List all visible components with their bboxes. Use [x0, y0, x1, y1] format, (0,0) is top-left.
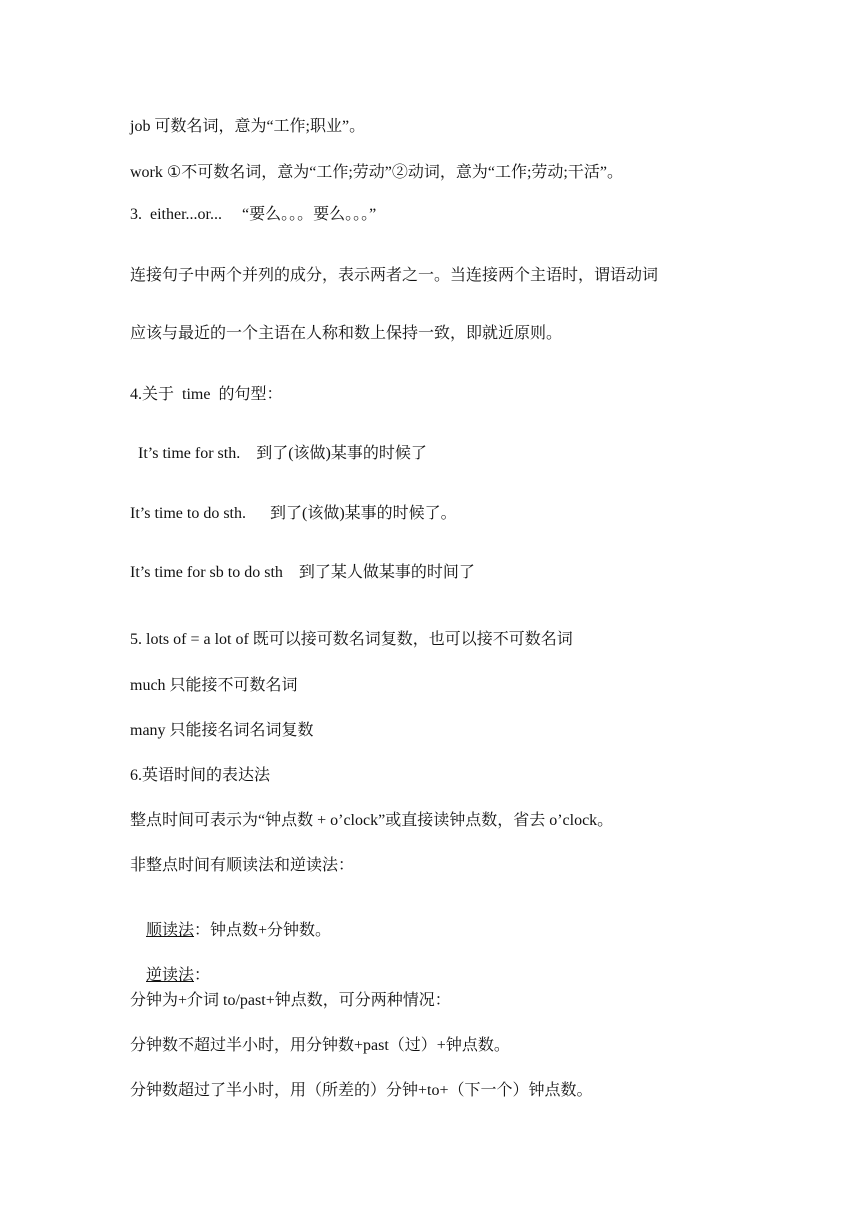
line-minutes-preposition: 分钟为+介词 to/past+钟点数，可分两种情况： [130, 992, 451, 1009]
ni-rest: ： [194, 967, 211, 984]
line-work: work ①不可数名词，意为“工作;劳动”②动词，意为“工作;劳动;干活”。 [130, 164, 623, 181]
line-to-rule: 分钟数超过了半小时，用（所差的）分钟+to+（下一个）钟点数。 [130, 1082, 593, 1099]
line-either-or: 3. either...or... “要么。。。要么。。。” [130, 206, 377, 223]
line-lots-of: 5. lots of = a lot of 既可以接可数名词复数，也可以接不可数名词 [130, 631, 573, 648]
line-either-desc-2: 应该与最近的一个主语在人称和数上保持一致，即就近原则。 [130, 325, 563, 342]
line-job: job 可数名词，意为“工作;职业”。 [130, 118, 366, 135]
line-time-heading: 4.关于 time 的句型： [130, 386, 283, 403]
line-time-pattern-2: It’s time to do sth. 到了(该做)某事的时候了。 [130, 505, 457, 522]
shun-rest: ：钟点数+分钟数。 [194, 922, 332, 939]
line-time-expression-heading: 6.英语时间的表达法 [130, 767, 271, 784]
line-many: many 只能接名词名词复数 [130, 722, 314, 739]
line-either-desc-1: 连接句子中两个并列的成分，表示两者之一。当连接两个主语时，谓语动词 [130, 267, 659, 284]
line-whole-hour: 整点时间可表示为“钟点数 + o’clock”或直接读钟点数，省去 o’clock。 [130, 812, 614, 829]
line-past-rule: 分钟数不超过半小时，用分钟数+past（过）+钟点数。 [130, 1037, 510, 1054]
line-non-whole-hour: 非整点时间有顺读法和逆读法： [130, 857, 355, 874]
line-time-pattern-3: It’s time for sb to do sth 到了某人做某事的时间了 [130, 564, 475, 581]
ni-term: 逆读法 [146, 967, 195, 984]
line-much: much 只能接不可数名词 [130, 677, 298, 694]
line-time-pattern-1: It’s time for sth. 到了(该做)某事的时候了 [130, 445, 427, 462]
shun-term: 顺读法 [146, 922, 195, 939]
